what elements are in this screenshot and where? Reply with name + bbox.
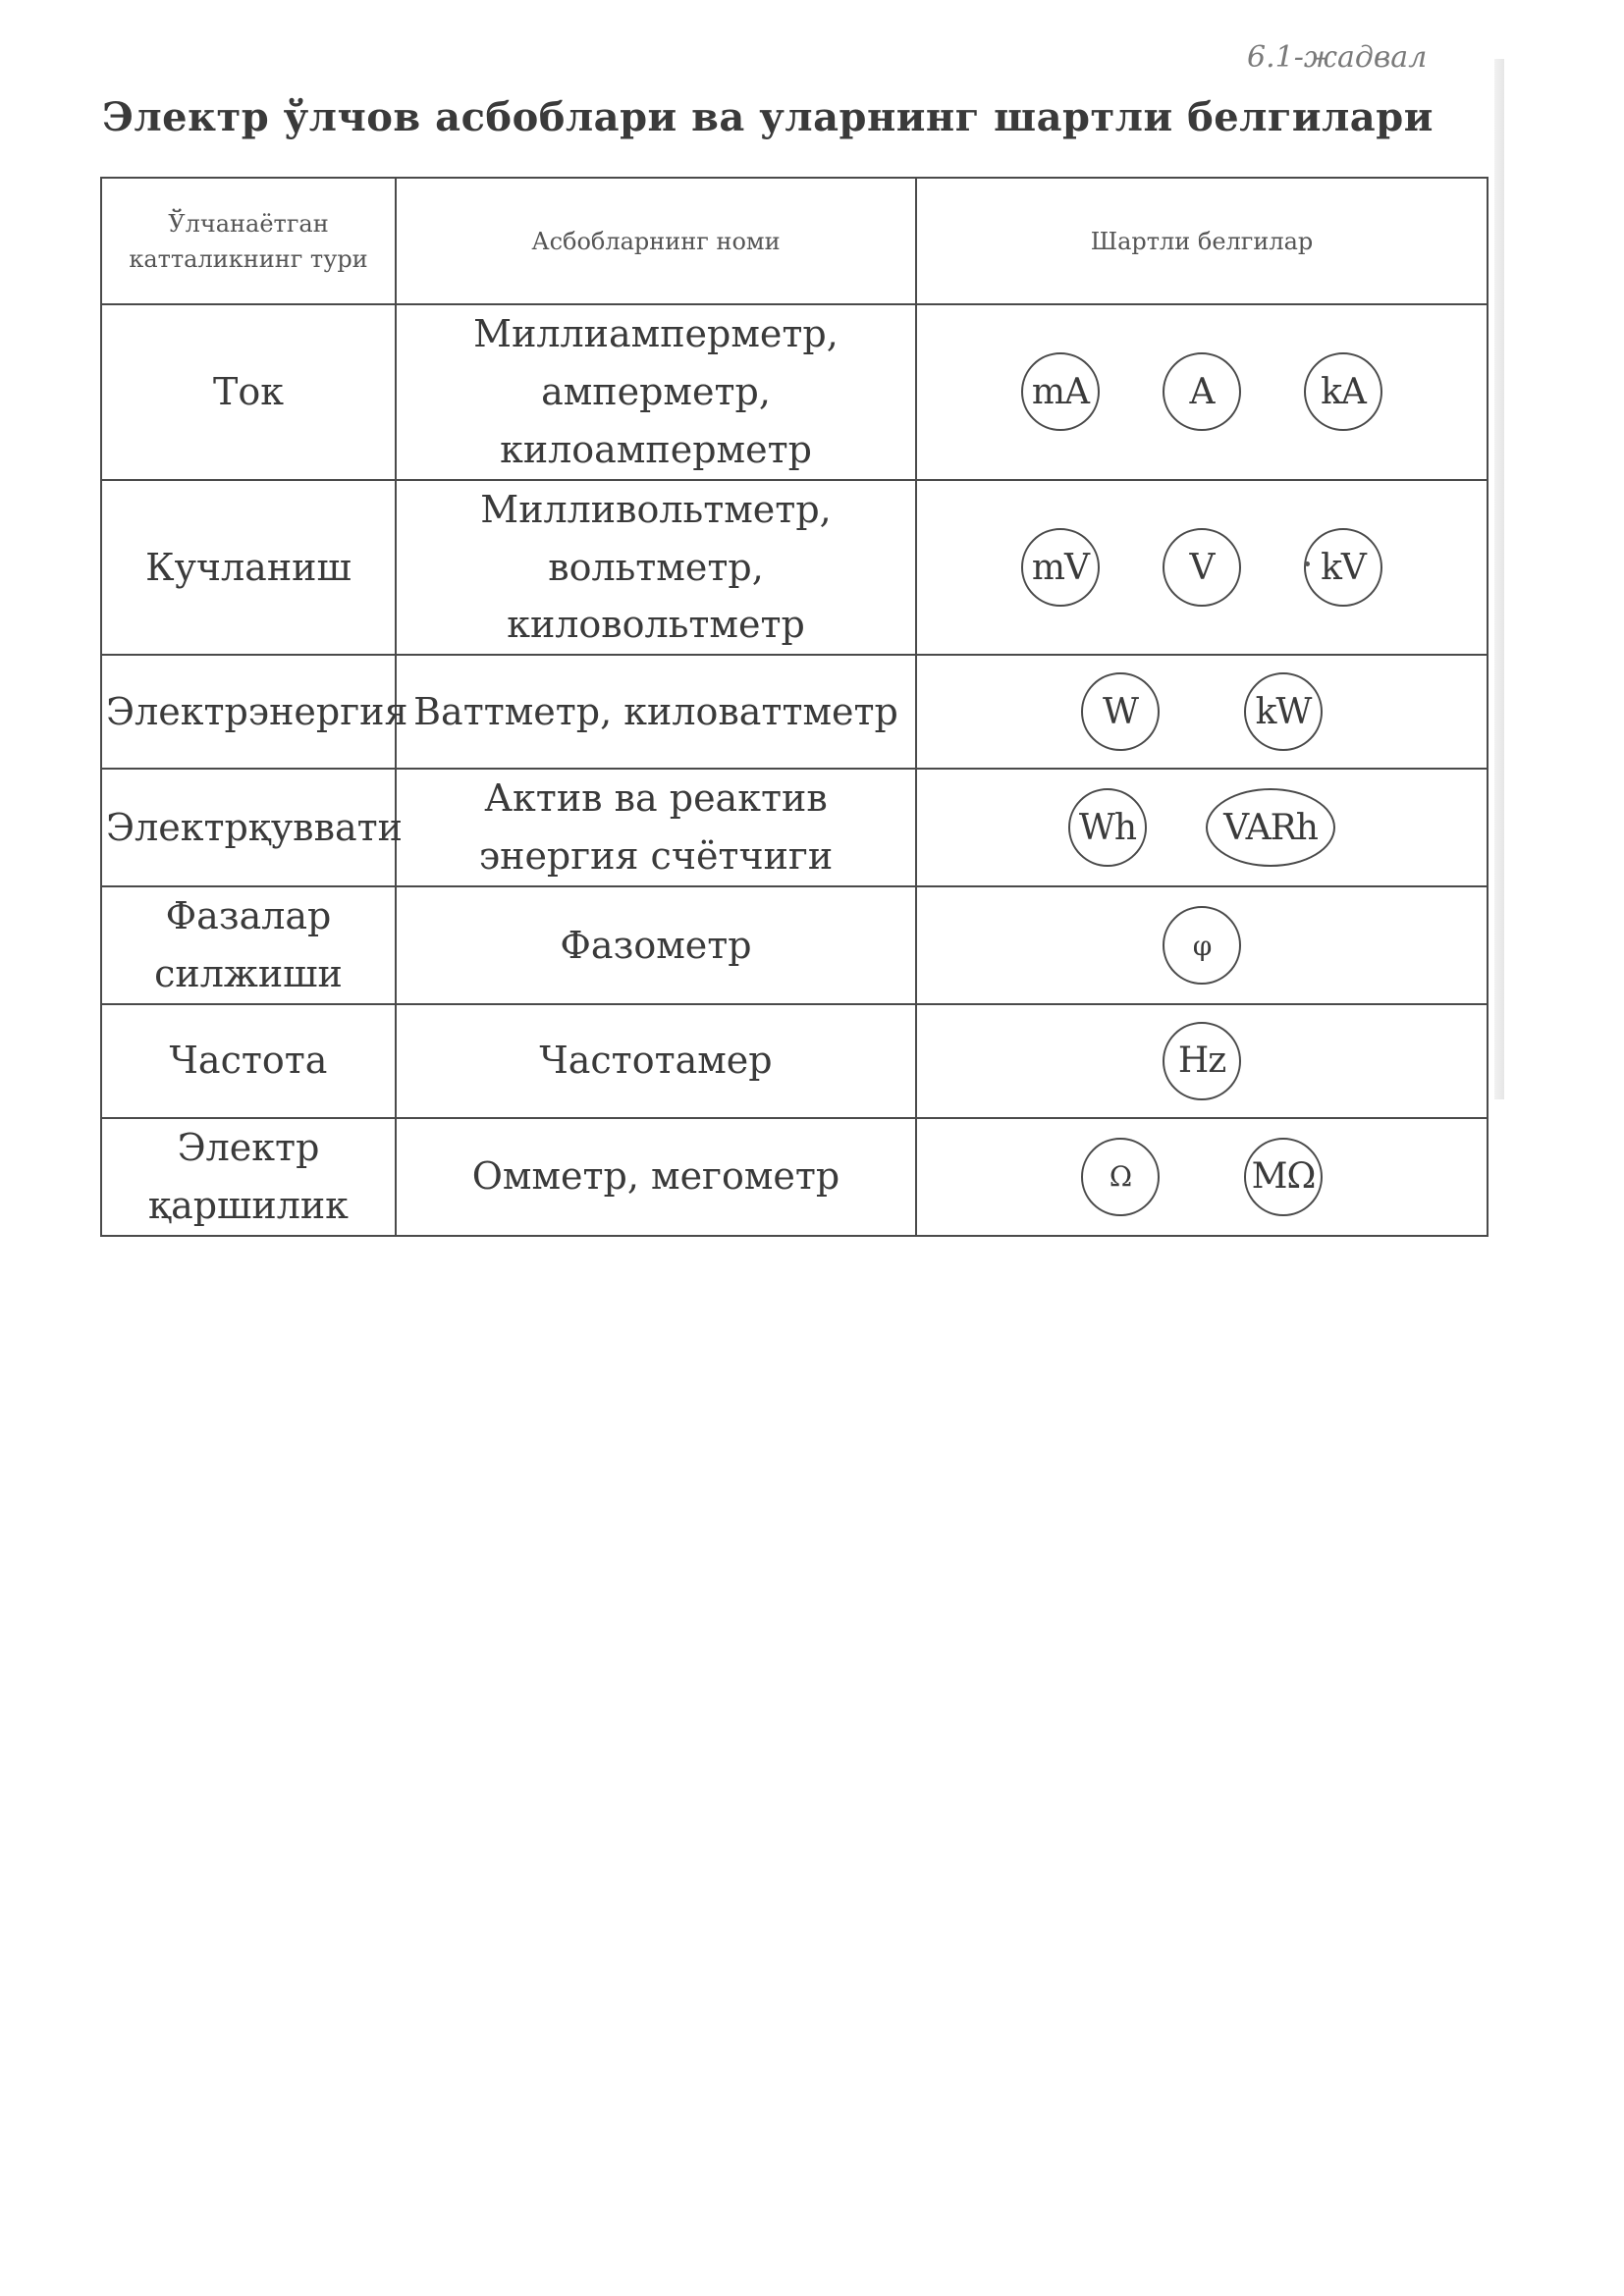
active-energy-meter-symbol-icon: Wh: [1068, 788, 1147, 867]
wattmeter-symbol-icon: W: [1081, 672, 1160, 751]
symbol-group: [921, 528, 1483, 607]
table-header-row: [101, 178, 1488, 304]
kiloammeter-symbol-icon: kA: [1304, 352, 1382, 431]
quantity-cell: Ток: [101, 304, 396, 480]
symbols-cell: [916, 886, 1488, 1004]
device-cell: Омметр, мегометр: [396, 1118, 916, 1236]
symbol-group: [921, 1138, 1483, 1216]
device-cell: Миллиамперметр, амперметр, килоамперметр: [396, 304, 916, 480]
table-row: [101, 769, 1488, 886]
column-header-device: Асбобларнинг номи: [396, 178, 916, 304]
ammeter-symbol-icon: A: [1163, 352, 1241, 431]
voltmeter-symbol-icon: V: [1163, 528, 1241, 607]
reactive-energy-meter-symbol-icon: VARh: [1206, 788, 1335, 867]
device-cell: Актив ва реактив энергия счётчиги: [396, 769, 916, 886]
kilowattmeter-symbol-icon: kW: [1244, 672, 1323, 751]
table-row: [101, 655, 1488, 769]
quantity-cell: Электр қаршилик: [101, 1118, 396, 1236]
megohmmeter-symbol-icon: MΩ: [1244, 1138, 1323, 1216]
milliammeter-symbol-icon: mA: [1021, 352, 1100, 431]
table-row: [101, 480, 1488, 656]
page-title: [0, 94, 1624, 140]
symbols-cell: [916, 655, 1488, 769]
quantity-cell: Кучланиш: [101, 480, 396, 656]
quantity-cell: Фазалар силжиши: [101, 886, 396, 1004]
table-row: [101, 1118, 1488, 1236]
table-row: [101, 886, 1488, 1004]
column-header-quantity: Ўлчанаётган катталикнинг тури: [101, 178, 396, 304]
symbol-group: [921, 1022, 1483, 1100]
table-number-label: 6.1-жадвал: [1247, 43, 1428, 69]
symbol-group: [921, 672, 1483, 751]
frequency-meter-symbol-icon: Hz: [1163, 1022, 1241, 1100]
device-cell: Фазометр: [396, 886, 916, 1004]
page-edge-shadow: [1494, 59, 1504, 1099]
speck-mark: [1305, 561, 1310, 566]
millivoltmeter-symbol-icon: mV: [1021, 528, 1100, 607]
symbol-group: [921, 906, 1483, 985]
symbols-cell: [916, 769, 1488, 886]
symbol-group: [921, 352, 1483, 431]
device-cell: Ваттметр, киловаттметр: [396, 655, 916, 769]
instruments-table: [100, 177, 1489, 1237]
table-row: [101, 304, 1488, 480]
page-title-text: Электр ўлчов асбоблари ва уларнинг шартли белгилари: [102, 94, 1434, 140]
ohmmeter-symbol-icon: Ω: [1081, 1138, 1160, 1216]
quantity-cell: Электрқуввати: [101, 769, 396, 886]
device-cell: Частотамер: [396, 1004, 916, 1118]
symbol-group: [921, 788, 1483, 867]
kilovoltmeter-symbol-icon: kV: [1304, 528, 1382, 607]
column-header-symbols: Шартли белгилар: [916, 178, 1488, 304]
device-cell: Милливольтметр, вольтметр, киловольтметр: [396, 480, 916, 656]
phase-meter-symbol-icon: φ: [1163, 906, 1241, 985]
symbols-cell: [916, 1118, 1488, 1236]
symbols-cell: [916, 480, 1488, 656]
symbols-cell: [916, 304, 1488, 480]
symbols-cell: [916, 1004, 1488, 1118]
quantity-cell: Электрэнергия: [101, 655, 396, 769]
table-row: [101, 1004, 1488, 1118]
quantity-cell: Частота: [101, 1004, 396, 1118]
